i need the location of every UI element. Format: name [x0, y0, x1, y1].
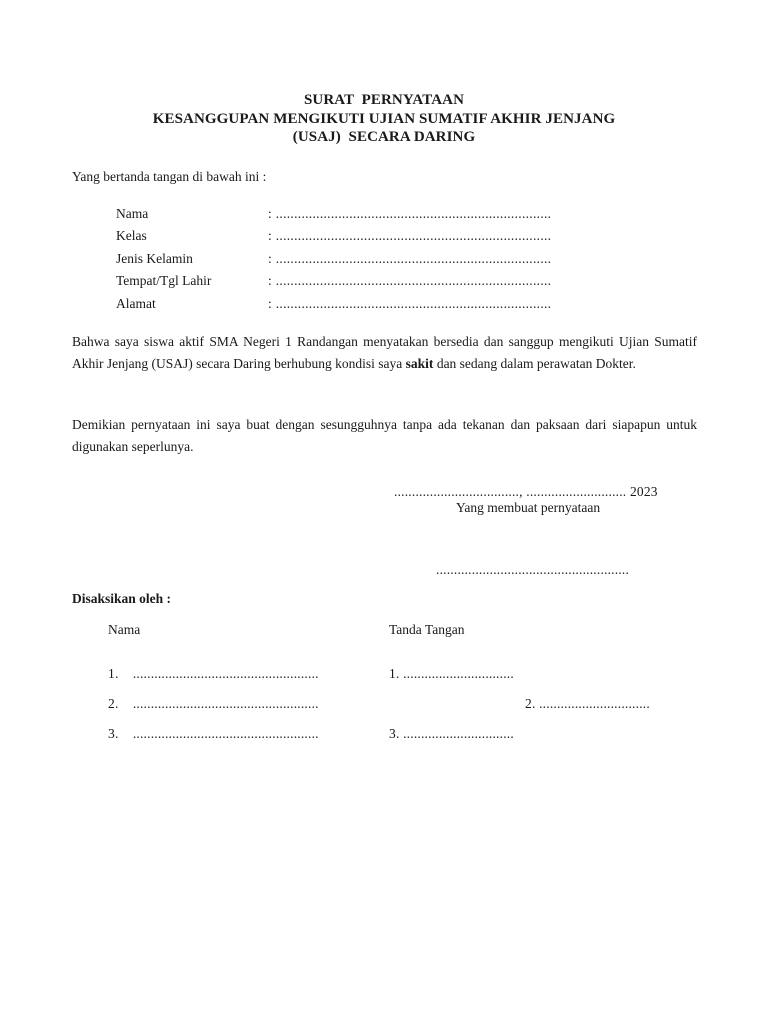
- maker-signature-line: ......................................................: [436, 562, 630, 577]
- maker-label: Yang membuat pernyataan: [456, 500, 601, 515]
- witness-sign-1: 1. ...............................: [389, 666, 514, 681]
- document-subtitle: KESANGGUPAN MENGIKUTI UJIAN SUMATIF AKHIR JENJANG: [152, 111, 616, 127]
- statement-emphasis: sakit: [405, 356, 434, 371]
- statement-text-after: dan sedang dalam perawatan Dokter.: [433, 356, 636, 371]
- witness-name-1: 1. ....................................................: [108, 666, 319, 681]
- witness-name-3: 3. ....................................................: [108, 726, 319, 741]
- field-value-jenis-kelamin: : ...........................................................................: [268, 251, 552, 266]
- witness-name-header: Nama: [108, 622, 141, 637]
- witness-heading: Disaksikan oleh :: [72, 591, 172, 606]
- field-value-tempat-tgl-lahir: : ...........................................................................: [268, 273, 552, 288]
- document-subtitle-line2: (USAJ) SECARA DARING: [292, 129, 476, 145]
- field-label-alamat: Alamat: [116, 296, 156, 311]
- statement-paragraph: [72, 331, 697, 375]
- field-value-alamat: : ...........................................................................: [268, 296, 552, 311]
- witness-name-2: 2. ....................................................: [108, 696, 319, 711]
- field-label-nama: Nama: [116, 206, 149, 221]
- field-label-jenis-kelamin: Jenis Kelamin: [116, 251, 193, 266]
- field-value-kelas: : ...........................................................................: [268, 228, 552, 243]
- field-value-nama: : ...........................................................................: [268, 206, 552, 221]
- intro-text: Yang bertanda tangan di bawah ini :: [72, 169, 267, 184]
- place-date-line: ..................................., ............................ 2023: [394, 484, 658, 499]
- witness-signature-header: Tanda Tangan: [389, 622, 465, 637]
- field-label-kelas: Kelas: [116, 228, 147, 243]
- witness-sign-3: 3. ...............................: [389, 726, 514, 741]
- closing-paragraph: Demikian pernyataan ini saya buat dengan sesungguhnya tanpa ada tekanan dan paksaan dari siapapun untuk digunakan seperlunya.: [72, 417, 697, 454]
- witness-sign-2: 2. ...............................: [525, 696, 650, 711]
- statement-text-before: Bahwa saya siswa aktif SMA Negeri 1 Randangan menyatakan bersedia dan sanggup mengikuti Ujian Sumatif Akhir Jenjang (USAJ) secara Daring berhubung kondisi saya: [72, 334, 697, 371]
- document-title: SURAT PERNYATAAN: [303, 92, 465, 108]
- field-label-tempat-tgl-lahir: Tempat/Tgl Lahir: [116, 273, 212, 288]
